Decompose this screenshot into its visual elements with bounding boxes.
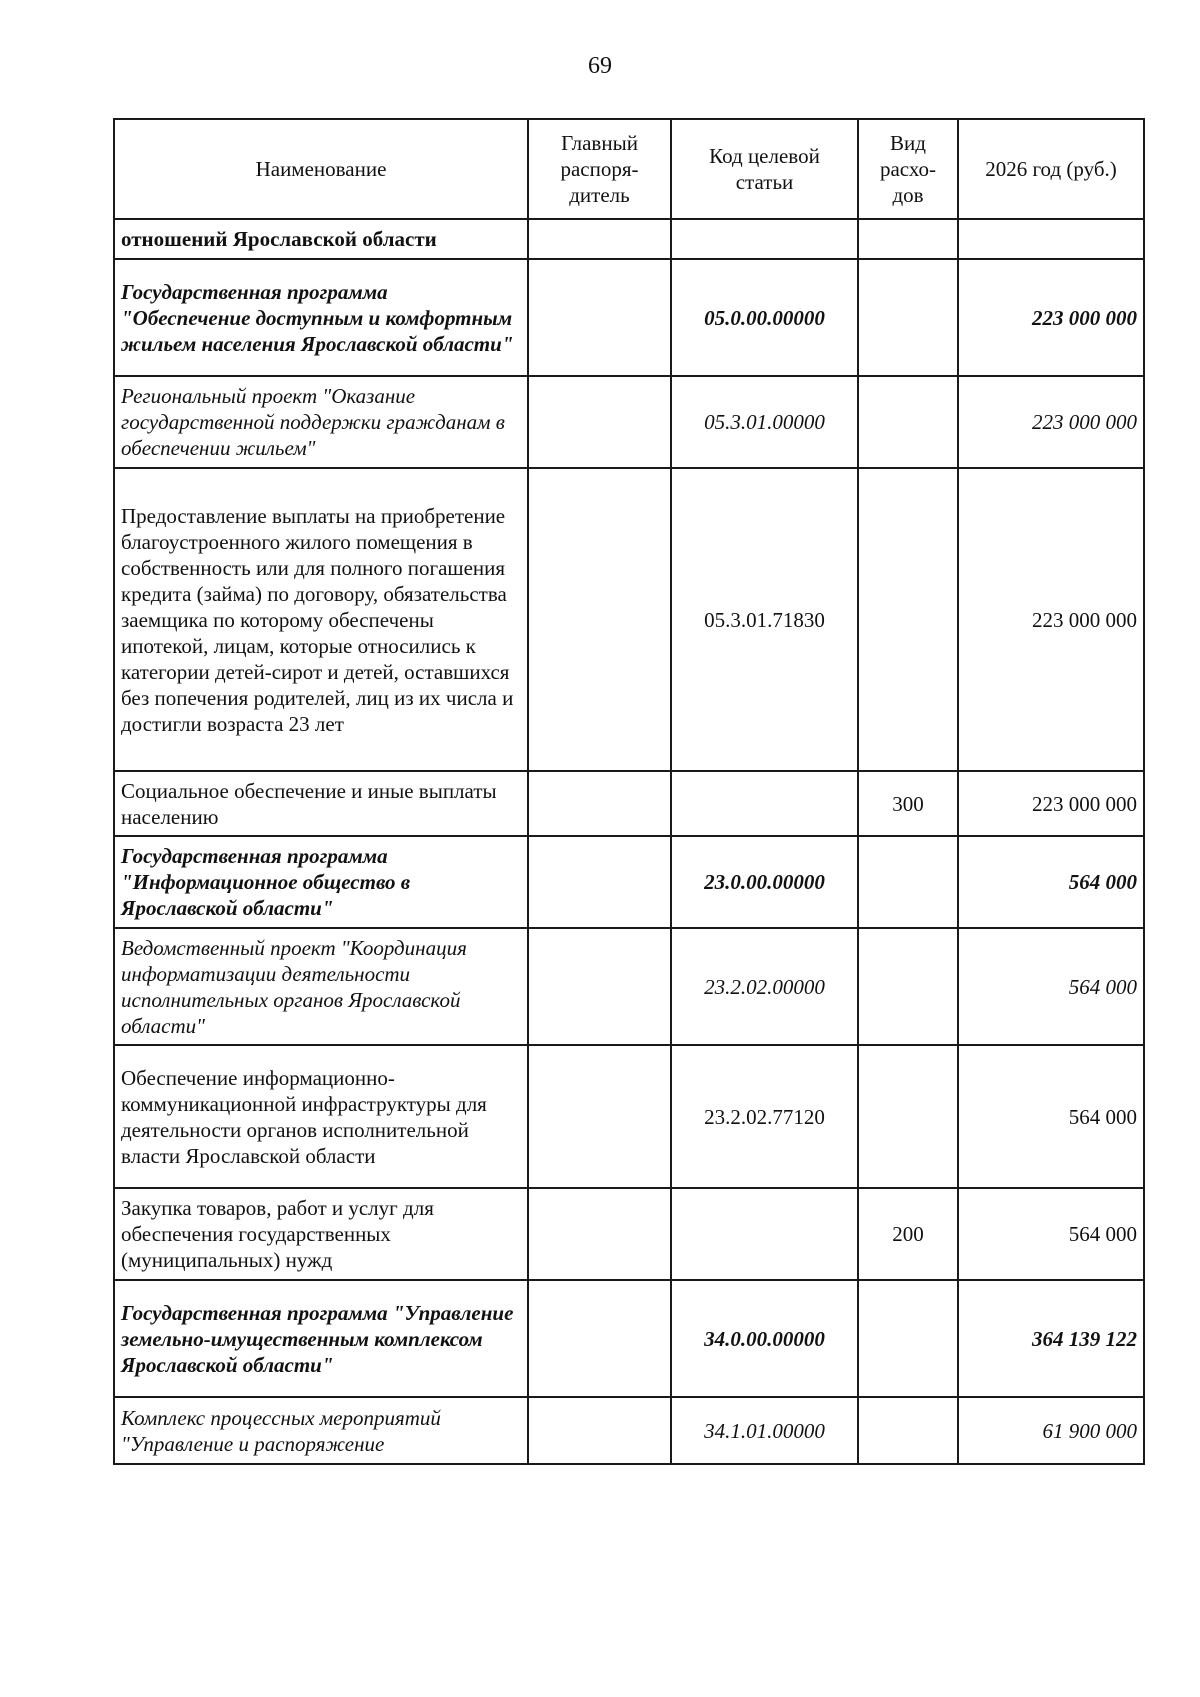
code-cell bbox=[671, 1188, 858, 1280]
name-cell: Государственная программа "Информационное общество в Ярославской области" bbox=[114, 836, 528, 928]
table-row bbox=[114, 1280, 1144, 1397]
table-header-row bbox=[114, 119, 1144, 219]
header-admin: Главный распоря-дитель bbox=[528, 119, 671, 219]
type-cell: 200 bbox=[858, 1188, 958, 1280]
table-row bbox=[114, 1397, 1144, 1464]
type-cell bbox=[858, 928, 958, 1045]
name-cell: Предоставление выплаты на приобретение благоустроенного жилого помещения в собственность или для полного погашения кредита (займа) по договору, обязательства заемщика по которому обеспечены ипотекой, лицам, которые относились к категории детей-сирот и детей, оставшихся без попечения родителей, лиц из их числа и достигли возраста 23 лет bbox=[114, 468, 528, 771]
table-row bbox=[114, 468, 1144, 771]
name-cell: Государственная программа "Обеспечение доступным и комфортным жильем населения Ярославской области" bbox=[114, 259, 528, 376]
name-cell: Социальное обеспечение и иные выплаты населению bbox=[114, 771, 528, 836]
amount-cell: 223 000 000 bbox=[958, 468, 1144, 771]
type-cell bbox=[858, 259, 958, 376]
name-cell: Государственная программа "Управление земельно-имущественным комплексом Ярославской области" bbox=[114, 1280, 528, 1397]
table-row bbox=[114, 771, 1144, 836]
name-cell: Закупка товаров, работ и услуг для обеспечения государственных (муниципальных) нужд bbox=[114, 1188, 528, 1280]
table-row bbox=[114, 1045, 1144, 1188]
type-cell bbox=[858, 376, 958, 468]
name-cell: Региональный проект "Оказание государственной поддержки гражданам в обеспечении жильем" bbox=[114, 376, 528, 468]
code-cell: 05.3.01.71830 bbox=[671, 468, 858, 771]
admin-cell bbox=[528, 219, 671, 259]
name-cell: отношений Ярославской области bbox=[114, 219, 528, 259]
admin-cell bbox=[528, 836, 671, 928]
name-cell: Обеспечение информационно-коммуникационной инфраструктуры для деятельности органов исполнительной власти Ярославской области bbox=[114, 1045, 528, 1188]
admin-cell bbox=[528, 928, 671, 1045]
amount-cell: 564 000 bbox=[958, 1045, 1144, 1188]
name-cell: Комплекс процессных мероприятий "Управление и распоряжение bbox=[114, 1397, 528, 1464]
admin-cell bbox=[528, 1397, 671, 1464]
code-cell: 23.0.00.00000 bbox=[671, 836, 858, 928]
amount-cell: 364 139 122 bbox=[958, 1280, 1144, 1397]
code-cell bbox=[671, 219, 858, 259]
code-cell: 23.2.02.77120 bbox=[671, 1045, 858, 1188]
table-body bbox=[114, 219, 1144, 1464]
budget-table bbox=[113, 118, 1145, 1465]
amount-cell: 564 000 bbox=[958, 928, 1144, 1045]
type-cell bbox=[858, 219, 958, 259]
admin-cell bbox=[528, 468, 671, 771]
code-cell: 23.2.02.00000 bbox=[671, 928, 858, 1045]
amount-cell: 223 000 000 bbox=[958, 771, 1144, 836]
type-cell bbox=[858, 1045, 958, 1188]
table-row bbox=[114, 928, 1144, 1045]
table-row bbox=[114, 836, 1144, 928]
table-row bbox=[114, 376, 1144, 468]
code-cell: 05.0.00.00000 bbox=[671, 259, 858, 376]
admin-cell bbox=[528, 1188, 671, 1280]
amount-cell: 61 900 000 bbox=[958, 1397, 1144, 1464]
admin-cell bbox=[528, 376, 671, 468]
admin-cell bbox=[528, 1045, 671, 1188]
type-cell bbox=[858, 1397, 958, 1464]
code-cell bbox=[671, 771, 858, 836]
type-cell: 300 bbox=[858, 771, 958, 836]
amount-cell: 223 000 000 bbox=[958, 259, 1144, 376]
code-cell: 34.0.00.00000 bbox=[671, 1280, 858, 1397]
code-cell: 34.1.01.00000 bbox=[671, 1397, 858, 1464]
table-row bbox=[114, 259, 1144, 376]
type-cell bbox=[858, 836, 958, 928]
header-amount: 2026 год (руб.) bbox=[958, 119, 1144, 219]
table-row bbox=[114, 219, 1144, 259]
header-type: Вид расхо-дов bbox=[858, 119, 958, 219]
amount-cell: 564 000 bbox=[958, 1188, 1144, 1280]
amount-cell: 564 000 bbox=[958, 836, 1144, 928]
table-row bbox=[114, 1188, 1144, 1280]
type-cell bbox=[858, 1280, 958, 1397]
amount-cell bbox=[958, 219, 1144, 259]
code-cell: 05.3.01.00000 bbox=[671, 376, 858, 468]
admin-cell bbox=[528, 1280, 671, 1397]
admin-cell bbox=[528, 771, 671, 836]
amount-cell: 223 000 000 bbox=[958, 376, 1144, 468]
header-name: Наименование bbox=[114, 119, 528, 219]
name-cell: Ведомственный проект "Координация информатизации деятельности исполнительных органов Ярославской области" bbox=[114, 928, 528, 1045]
page-number: 69 bbox=[588, 53, 612, 79]
header-code: Код целевой статьи bbox=[671, 119, 858, 219]
admin-cell bbox=[528, 259, 671, 376]
type-cell bbox=[858, 468, 958, 771]
